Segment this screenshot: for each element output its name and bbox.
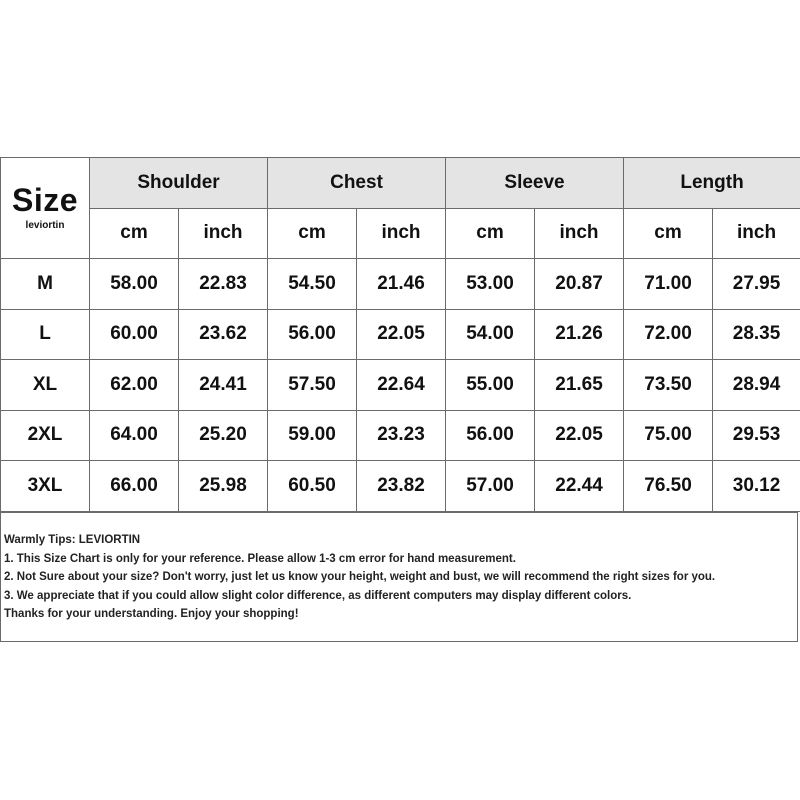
tips-closing: Thanks for your understanding. Enjoy your shopping!: [4, 608, 299, 621]
chest-cm-value: 57.50: [268, 360, 357, 411]
unit-inch: inch: [713, 208, 800, 259]
chest-inch-value: 21.46: [357, 259, 446, 310]
unit-cm: cm: [446, 208, 535, 259]
unit-cm: cm: [624, 208, 713, 259]
length-cm-value: 73.50: [624, 360, 713, 411]
length-inch-value: 29.53: [713, 410, 800, 461]
length-cm-value: 75.00: [624, 410, 713, 461]
shoulder-cm-value: 58.00: [90, 259, 179, 310]
header-length: Length: [624, 158, 800, 209]
length-cm-value: 72.00: [624, 309, 713, 360]
length-cm-value: 71.00: [624, 259, 713, 310]
sleeve-inch-value: 21.26: [535, 309, 624, 360]
shoulder-inch-value: 23.62: [179, 309, 268, 360]
header-shoulder: Shoulder: [90, 158, 268, 209]
shoulder-cm-value: 62.00: [90, 360, 179, 411]
chest-inch-value: 23.82: [357, 461, 446, 512]
size-label: 3XL: [1, 461, 90, 512]
sleeve-cm-value: 53.00: [446, 259, 535, 310]
length-inch-value: 28.94: [713, 360, 800, 411]
sleeve-inch-value: 21.65: [535, 360, 624, 411]
chest-cm-value: 59.00: [268, 410, 357, 461]
unit-cm: cm: [90, 208, 179, 259]
size-label: M: [1, 259, 90, 310]
chest-inch-value: 22.64: [357, 360, 446, 411]
shoulder-cm-value: 60.00: [90, 309, 179, 360]
table-row: [1, 259, 800, 310]
tips-box: [0, 512, 798, 642]
unit-inch: inch: [179, 208, 268, 259]
sleeve-inch-value: 22.05: [535, 410, 624, 461]
length-cm-value: 76.50: [624, 461, 713, 512]
table-row: [1, 410, 800, 461]
measure-header-row: [1, 158, 800, 209]
length-inch-value: 27.95: [713, 259, 800, 310]
chest-cm-value: 56.00: [268, 309, 357, 360]
chest-inch-value: 22.05: [357, 309, 446, 360]
table-row: [1, 461, 800, 512]
chest-cm-value: 54.50: [268, 259, 357, 310]
sleeve-cm-value: 57.00: [446, 461, 535, 512]
shoulder-inch-value: 22.83: [179, 259, 268, 310]
size-label: L: [1, 309, 90, 360]
shoulder-inch-value: 25.98: [179, 461, 268, 512]
unit-inch: inch: [535, 208, 624, 259]
header-chest: Chest: [268, 158, 446, 209]
length-inch-value: 30.12: [713, 461, 800, 512]
chest-cm-value: 60.50: [268, 461, 357, 512]
length-inch-value: 28.35: [713, 309, 800, 360]
sleeve-inch-value: 20.87: [535, 259, 624, 310]
table-row: [1, 360, 800, 411]
tips-title: Warmly Tips: LEVIORTIN: [4, 534, 141, 546]
sleeve-cm-value: 55.00: [446, 360, 535, 411]
sleeve-cm-value: 56.00: [446, 410, 535, 461]
header-sleeve: Sleeve: [446, 158, 624, 209]
unit-header-row: [1, 208, 800, 259]
brand-label: leviortin: [25, 220, 65, 231]
tip-line: 2. Not Sure about your size? Don't worry, just let us know your height, weight and bust, we will recommend the right sizes for you.: [4, 571, 716, 584]
size-label: 2XL: [1, 410, 90, 461]
size-header-cell: [1, 158, 90, 259]
shoulder-cm-value: 66.00: [90, 461, 179, 512]
table-row: [1, 309, 800, 360]
unit-inch: inch: [357, 208, 446, 259]
sleeve-inch-value: 22.44: [535, 461, 624, 512]
shoulder-inch-value: 25.20: [179, 410, 268, 461]
tip-line: 1. This Size Chart is only for your reference. Please allow 1-3 cm error for hand measurement.: [4, 552, 516, 565]
size-chart-table: [0, 157, 800, 512]
tip-line: 3. We appreciate that if you could allow slight color difference, as different computers may display different colors.: [4, 589, 632, 602]
size-title: Size: [11, 182, 79, 218]
shoulder-cm-value: 64.00: [90, 410, 179, 461]
chest-inch-value: 23.23: [357, 410, 446, 461]
shoulder-inch-value: 24.41: [179, 360, 268, 411]
sleeve-cm-value: 54.00: [446, 309, 535, 360]
unit-cm: cm: [268, 208, 357, 259]
size-label: XL: [1, 360, 90, 411]
